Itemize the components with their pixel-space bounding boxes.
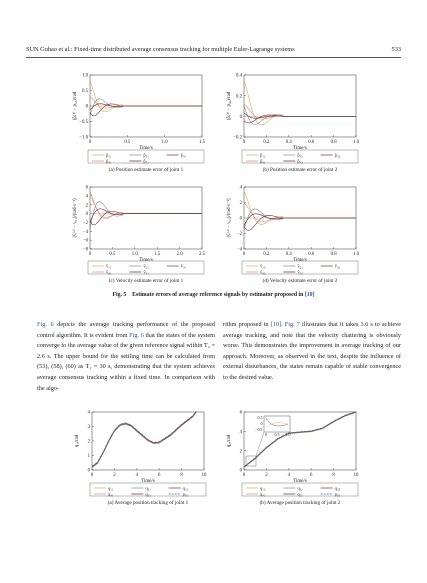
- figure-5-panel-c-legend-entry: v̂₅₁: [143, 269, 149, 275]
- figure-5-panel-d: [226, 186, 360, 284]
- figure-5-panel-d-y-tick-label: −2: [236, 232, 242, 238]
- figure-5-panel-c-series-line: [90, 209, 202, 222]
- figure-reference-link[interactable]: [10]: [270, 321, 282, 328]
- figure-5-panel-a-sublabel: (a) Position estimate error of joint 1: [108, 167, 184, 173]
- figure-5-panel-d-x-tick-label: 1.0: [353, 252, 359, 257]
- figure-6-panel-a-x-axis-label: Time/s: [141, 479, 155, 484]
- figure-6-zoom-connector: [256, 432, 264, 456]
- figure-5-panel-b-series-line: [244, 113, 356, 118]
- figure-6-panel-b-x-tick-label: 8: [332, 473, 335, 478]
- figure-5-panel-c-legend-entry: v̂₄₁: [106, 269, 112, 275]
- figure-5-panel-b-x-tick-label: 1.0: [353, 140, 359, 145]
- figure-5-panel-d-series-line: [244, 209, 356, 231]
- figure-6-inset-y-tick-label: 0: [260, 421, 263, 426]
- figure-5-panel-b-x-tick-label: 0.4: [285, 140, 292, 145]
- figure-5-panel-d-x-tick-label: 0.8: [330, 252, 337, 257]
- figure-5-panel-b-y-tick-label: 0.4: [236, 73, 242, 79]
- figure-5-panel-d-x-tick-label: 0.4: [285, 252, 292, 257]
- figure-6-panel-b: [227, 411, 359, 506]
- paragraph-text: .: [281, 321, 285, 328]
- figure-5-panel-c-y-tick-label: 4: [85, 194, 88, 200]
- figure-5-panel-d-legend-entry: v̂₁₂: [260, 263, 266, 269]
- figure-6-panel-a-x-tick-label: 6: [157, 473, 161, 478]
- figure-6-panel-a: [75, 411, 207, 506]
- figure-5-caption: [30, 292, 397, 298]
- figure-5-panel-d-series-line: [244, 191, 356, 224]
- figure-5-panel-a-y-tick-label: −0.5: [79, 120, 88, 126]
- figure-6-panel-a-x-tick-label: 8: [180, 473, 183, 478]
- figure-5-panel-c-series-line: [90, 196, 202, 217]
- figure-6-panel-a-legend-entry: q₁₁: [108, 485, 114, 491]
- figure-6-panel-a-legend-entry: q₅₁: [145, 491, 151, 497]
- figure-5-panel-d-x-tick-label: 0.6: [308, 252, 315, 257]
- figure-5-panel-a-x-tick-label: 0: [88, 140, 92, 145]
- figure-5-panel-c-y-tick-label: 2: [85, 203, 88, 209]
- figure-6-panel-a-y-tick-label: 1: [87, 454, 90, 460]
- figure-5-panel-b-sublabel: (b) Position estimate error of joint 2: [262, 167, 338, 173]
- figure-5-panel-b-y-axis-label: (p̂ᵢ⁽²⁾ − p₀₂)/rad: [227, 91, 232, 121]
- figure-6-panel-b-legend-entry: q₅₂: [297, 491, 303, 497]
- figure-5-panel-c-series-line: [90, 211, 202, 225]
- figure-5-panel-a-y-tick-label: −1.0: [79, 135, 88, 141]
- figure-5-panel-c-legend-entry: v̂₁₁: [106, 263, 112, 269]
- figure-6-panel-a-legend-entry: q₃₁: [182, 485, 189, 491]
- figure-6-panel-a-series-line: [92, 412, 196, 467]
- figure-5-panel-c-y-tick-label: 0: [85, 212, 88, 218]
- figure-6-panel-a-y-tick-label: 3: [87, 425, 90, 431]
- figure-6-panel-a-legend-entry: q₄₁: [108, 491, 114, 497]
- figure-5-panel-a-series-line: [90, 97, 202, 108]
- figure-5-panel-b-legend-entry: p̂₄₂: [260, 158, 266, 164]
- figure-6-panel-b-y-tick-label: 4: [239, 429, 242, 435]
- page-number: 533: [391, 46, 401, 53]
- body-text-left-column: [37, 320, 215, 394]
- figure-5-panel-a-x-axis-label: Time/s: [139, 146, 153, 151]
- figure-5-panel-c-axes-frame: [90, 187, 202, 249]
- figure-5-panel-a-series-line: [90, 81, 202, 112]
- figure-6-panel-a-series-line: [92, 413, 196, 468]
- figure-6-panel-a-y-axis-label: q₁ᵢ/rad: [75, 434, 80, 448]
- figure-6-panel-b-x-tick-label: 10: [353, 473, 359, 478]
- figure-5-panel-c-x-axis-label: Time/s: [139, 258, 153, 263]
- figure-5-panel-b-x-tick-label: 0.8: [330, 140, 337, 145]
- figure-6-inset-x-tick-label: 0: [265, 432, 267, 437]
- figure-6-panel-a-y-tick-label: 4: [87, 410, 90, 416]
- figure-6-panel-b-x-tick-label: 0: [242, 473, 246, 478]
- figure-6-panel-a-y-tick-label: 2: [87, 439, 90, 445]
- figure-5-panel-a-y-axis-label: (p̂ᵢ⁽¹⁾ − p₀₁)/rad: [73, 91, 78, 121]
- figure-5-panel-d-y-tick-label: 0: [239, 216, 242, 222]
- figure-5-panel-a-legend-entry: p̂₃₁: [180, 152, 187, 158]
- figure-5-panel-d-y-tick-label: −4: [236, 247, 242, 253]
- figure-5-panel-c-series-line: [90, 202, 202, 231]
- figure-5-panel-b-x-tick-label: 0: [242, 140, 246, 145]
- figure-5-panel-b-legend-entry: p̂₃₂: [334, 152, 341, 158]
- figure-5-panel-c-y-tick-label: −4: [82, 229, 88, 235]
- figure-5-panel-d-series-line: [244, 214, 356, 226]
- figure-5-panel-c-y-tick-label: 6: [85, 185, 88, 191]
- figure-6-panel-b-legend-entry: p₀₂: [334, 491, 341, 497]
- figure-5-panel-c-series-line: [90, 191, 202, 218]
- figure-5-panel-a-x-tick-label: 1.5: [199, 140, 205, 145]
- figure-6-panel-b-y-tick-label: 6: [239, 410, 242, 416]
- figure-6-panel-b-legend-entry: q₄₂: [260, 491, 266, 497]
- figure-6-panel-a-x-tick-label: 10: [201, 473, 207, 478]
- figure-5-panel-c-x-tick-label: 0.5: [109, 252, 116, 257]
- figure-6-panel-a-legend-entry: q₂₁: [145, 485, 151, 491]
- figure-6-panel-b-y-tick-label: 0: [239, 468, 242, 474]
- figure-5-panel-a-legend-entry: p̂₂₁: [143, 152, 149, 158]
- figure-6-panel-b-y-axis-label: q₂ᵢ/rad: [227, 434, 232, 448]
- figure-6-panel-a-x-tick-label: 4: [135, 473, 139, 478]
- figure-5-panel-d-y-axis-label: (v̂ᵢ⁽²⁾ − v₀₂)/(rad·s⁻¹): [227, 198, 232, 238]
- figure-5-panel-b-series-line: [244, 80, 356, 125]
- figure-6-panel-a-series-line: [92, 411, 196, 466]
- figure-5-caption-ref[interactable]: [10]: [304, 292, 315, 298]
- figure-5-panel-a-y-tick-label: 1.0: [82, 73, 88, 79]
- figure-5-panel-d-legend-entry: v̂₅₂: [297, 269, 303, 275]
- figure-6-panel-a-x-tick-label: 0: [90, 473, 94, 478]
- figure-5-panel-d-legend-entry: v̂₃₂: [334, 263, 341, 269]
- figure-5-panel-c-y-tick-label: −8: [82, 247, 88, 253]
- running-header: SUN Guhao et al.: Fixed-time distributed average consensus tracking for multiple Euler-Lagrange systems: [26, 46, 295, 53]
- figure-reference-link[interactable]: Fig. 6: [129, 331, 144, 339]
- figure-6-panel-b-x-axis-label: Time/s: [293, 479, 307, 484]
- figure-6-panel-a-legend-entry: p₀₁: [182, 491, 189, 497]
- figure-5-panel-b-legend-entry: p̂₁₂: [260, 152, 266, 158]
- figure-5-panel-a: [72, 74, 206, 173]
- figure-6-panel-a-series-line: [92, 412, 196, 467]
- figure-5-panel-a-y-tick-label: 0: [85, 104, 88, 110]
- figure-5-panel-a-legend-entry: p̂₅₁: [143, 158, 149, 164]
- figure-5-panel-c-x-tick-label: 0: [88, 252, 92, 257]
- figure-6-panel-b-y-tick-label: 2: [239, 449, 242, 455]
- figure-5-panel-c-y-axis-label: (v̂ᵢ⁽¹⁾ − v₀₁)/(rad·s⁻¹): [73, 198, 78, 238]
- figure-6-panel-b-legend-entry: q₃₂: [334, 485, 341, 491]
- figure-5-panel-b-x-tick-label: 0.2: [263, 140, 270, 145]
- figure-5-panel-d-y-tick-label: 2: [239, 201, 242, 207]
- figure-5-panel-a-legend-entry: p̂₁₁: [106, 152, 112, 158]
- paragraph-text: that the states of the system converge to the average value of the given reference signal within T₂ = 2.6 s. The upper bound for the settling time can be calculated from (53), (58), (60) as T₂ = 30 s, demonstrating that the system achieves average consensus tracking within a fixed time. In comparison with the algo-: [37, 331, 215, 392]
- figure-6-panel-b-x-tick-label: 4: [287, 473, 291, 478]
- figure-5-panel-b-x-tick-label: 0.6: [308, 140, 315, 145]
- body-text-right-column: [223, 320, 401, 384]
- figure-5-panel-b-legend-entry: p̂₅₂: [297, 158, 303, 164]
- figure-5-panel-b-legend-entry: p̂₂₂: [297, 152, 303, 158]
- figure-6-inset-frame: [264, 416, 290, 432]
- paragraph-text: rithm proposed in: [223, 321, 271, 328]
- figure-5-panel-a-series-line: [90, 99, 202, 116]
- figure-5-panel-c-x-tick-label: 2.5: [199, 252, 205, 257]
- figure-6-panel-a-series-line: [92, 412, 196, 467]
- figure-5-panel-d-series-line: [244, 215, 356, 230]
- figure-5-panel-b: [226, 74, 360, 173]
- figure-6-panel-a-y-tick-label: 0: [87, 468, 90, 474]
- figure-6-panel-b-legend-entry: q₂₂: [297, 485, 303, 491]
- figure-5-panel-c-x-tick-label: 1.0: [131, 252, 138, 257]
- figure-5-panel-b-x-axis-label: Time/s: [293, 146, 307, 151]
- figure-5-panel-c-y-tick-label: −2: [82, 221, 88, 227]
- figure-reference-link[interactable]: Fig. 6: [37, 321, 54, 328]
- figure-6-panel-b-x-tick-label: 6: [309, 473, 313, 478]
- figure-5-caption-text: Estimate errors of average reference signals by estimator proposed in: [132, 292, 304, 298]
- figure-reference-link[interactable]: Fig. 7: [284, 321, 300, 328]
- figure-6-inset-y-tick-label: −0.5: [255, 427, 263, 432]
- figure-6-inset-x-tick-label: 0.5: [274, 432, 280, 437]
- figure-5-panel-d-sublabel: (d) Velocity estimate error of joint 2: [262, 278, 338, 284]
- figure-5-panel-d-x-tick-label: 0: [242, 252, 246, 257]
- figure-5-panel-c: [72, 186, 206, 284]
- figure-6-panel-b-sublabel: (b) Average position tracking of joint 2: [259, 500, 341, 506]
- figure-5-panel-d-legend-entry: v̂₄₂: [260, 269, 266, 275]
- figure-5-panel-c-x-tick-label: 1.5: [154, 252, 161, 257]
- figure-5-panel-a-y-tick-label: 0.5: [82, 89, 88, 95]
- figure-5-panel-c-sublabel: (c) Velocity estimate error of joint 1: [108, 278, 184, 284]
- figure-6-panel-b-legend-entry: q₁₂: [260, 485, 266, 491]
- figure-6-panel-a-sublabel: (a) Average position tracking of joint 1: [107, 500, 189, 506]
- figure-5-panel-b-y-tick-label: 0.2: [236, 94, 242, 100]
- paragraph-text: depicts the average tracking performance of the proposed control algorithm. It is evident from: [37, 321, 215, 339]
- figure-5-panel-c-legend-entry: v̂₃₁: [180, 263, 187, 269]
- figure-5-panel-d-x-tick-label: 0.2: [263, 252, 270, 257]
- figure-5-panel-c-x-tick-label: 2.0: [176, 252, 183, 257]
- figure-5-panel-d-legend-entry: v̂₂₂: [297, 263, 303, 269]
- figure-5-panel-c-legend-entry: v̂₂₁: [143, 263, 149, 269]
- figure-5-panel-c-y-tick-label: −6: [82, 238, 88, 244]
- paragraph-text: illustrates that it takes 3.6 s to achieve average tracking, and note that the velocity chattering is obviously worse. This demonstrates the improvement in average tracking of our approach. Moreover, as observed in the text, despite the influence of external disturbances, the states remain capable of stable convergence to the desired value.: [223, 321, 401, 381]
- figure-5-panel-a-x-tick-label: 1.0: [161, 140, 168, 145]
- figure-5-panel-a-legend-entry: p̂₄₁: [106, 158, 112, 164]
- figure-6-inset-x-tick-label: 1.0: [285, 432, 291, 437]
- figure-5-panel-b-y-tick-label: 0: [239, 114, 242, 120]
- figure-6-inset-y-tick-label: 0.5: [257, 415, 263, 420]
- figure-5-panel-a-x-tick-label: 0.5: [124, 140, 131, 145]
- figure-6-panel-b-x-tick-label: 2: [265, 473, 268, 478]
- figure-6-panel-a-series-line: [92, 412, 196, 467]
- figure-5-label: Fig. 5: [112, 292, 127, 298]
- figure-5-panel-b-series-line: [244, 105, 356, 124]
- figure-5-panel-d-y-tick-label: 4: [239, 185, 242, 191]
- figure-5-panel-b-y-tick-label: −0.2: [233, 135, 242, 141]
- figure-6-panel-a-x-tick-label: 2: [113, 473, 116, 478]
- figure-5-panel-d-x-axis-label: Time/s: [293, 258, 307, 263]
- figure-5-panel-b-axes-frame: [244, 75, 356, 137]
- figure-5-panel-a-series-line: [90, 104, 202, 110]
